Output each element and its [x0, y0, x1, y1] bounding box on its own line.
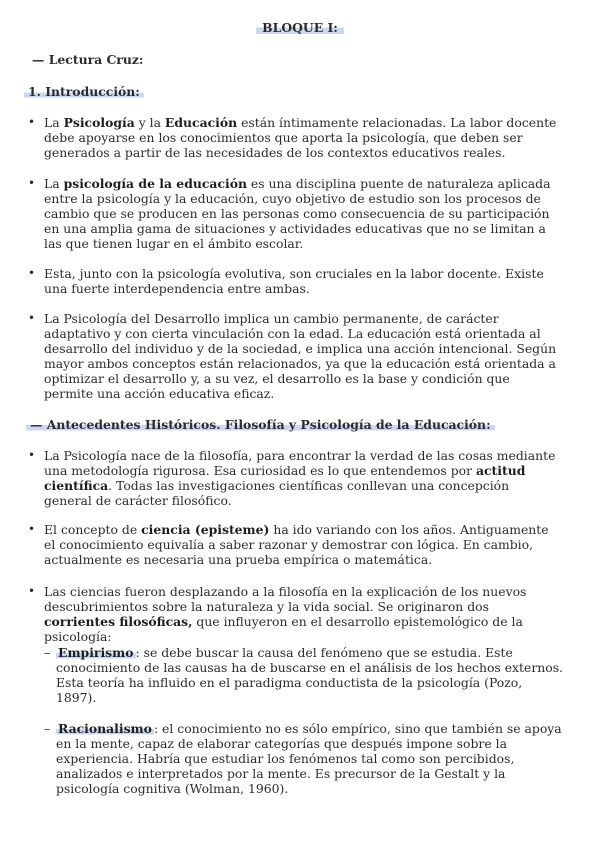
list-item: • Esta, junto con la psicología evolutiva, son cruciales en la labor docente. Existe una fuerte interdependencia entre ambas.: [28, 266, 544, 296]
bullet-icon: •: [28, 584, 36, 598]
bullet-icon: •: [28, 176, 36, 190]
bullet-icon: •: [28, 115, 36, 129]
dash-icon: –: [44, 645, 51, 660]
dash-icon: –: [44, 721, 51, 736]
lectura-heading: — Lectura Cruz:: [32, 52, 144, 67]
bullet-icon: •: [28, 311, 36, 325]
page-title: BLOQUE I:: [0, 20, 600, 35]
sub-list-item-empirismo: – Empirismo : se debe buscar la causa del fenómeno que se estudia. Este conocimiento de las causas ha de buscarse en el análisis de los hechos externos. Esta teoría ha influido en el paradigma conductista de la psicología (Pozo, 1897).: [44, 645, 563, 705]
list-item: • La Psicología nace de la filosofía, para encontrar la verdad de las cosas mediante una metodología rigurosa. Esa curiosidad es lo que entendemos por actitud científica. Todas las investigaciones científicas conllevan una concepción general de carácter filosófico.: [28, 448, 556, 508]
bullet-icon: •: [28, 448, 36, 462]
antecedentes-heading: — Antecedentes Históricos. Filosofía y Psicología de la Educación:: [26, 417, 495, 432]
list-item: • La Psicología y la Educación están íntimamente relacionadas. La labor docente debe apoyarse en los conocimientos que aporta la psicología, que deben ser generados a partir de las necesidades de los contextos educativos reales.: [28, 115, 557, 160]
list-item: • La Psicología del Desarrollo implica un cambio permanente, de carácter adaptativo y con cierta vinculación con la edad. La educación está orientada al desarrollo del individuo y de la sociedad, e implica una acción intencional. Según mayor ambos conceptos están relacionados, ya que la educación está orientada a optimizar el desarrollo y, a su vez, el desarrollo es la base y condición que permite una acción educativa eficaz.: [28, 311, 557, 401]
list-item: • Las ciencias fueron desplazando a la filosofía en la explicación de los nuevos descubrimientos sobre la naturaleza y la vida social. Se originaron dos corrientes filosóficas, que influyeron en el desarrollo epistemológico de la psicología:: [28, 584, 527, 644]
list-item: • La psicología de la educación es una disciplina puente de naturaleza aplicada entre la psicología y la educación, cuyo objetivo de estudio son los procesos de cambio que se producen en las personas como consecuencia de su participación en una amplia gama de situaciones y actividades educativas que no se limitan a las que tienen lugar en el ámbito escolar.: [28, 176, 551, 251]
intro-heading: 1. Introducción:: [24, 84, 144, 99]
list-item: • El concepto de ciencia (episteme) ha ido variando con los años. Antiguamente el conocimiento equivalía a saber razonar y demostrar con lógica. En cambio, actualmente es necesaria una prueba empírica o matemática.: [28, 522, 549, 567]
sub-list-item-racionalismo: – Racionalismo : el conocimiento no es sólo empírico, sino que también se apoya en la mente, capaz de elaborar categorías que después impone sobre la experiencia. Habría que estudiar los fenómenos tal como son percibidos, analizados e interpretados por la mente. Es precursor de la Gestalt y la psicología cognitiva (Wolman, 1960).: [44, 721, 562, 796]
bullet-icon: •: [28, 522, 36, 536]
bullet-icon: •: [28, 266, 36, 280]
